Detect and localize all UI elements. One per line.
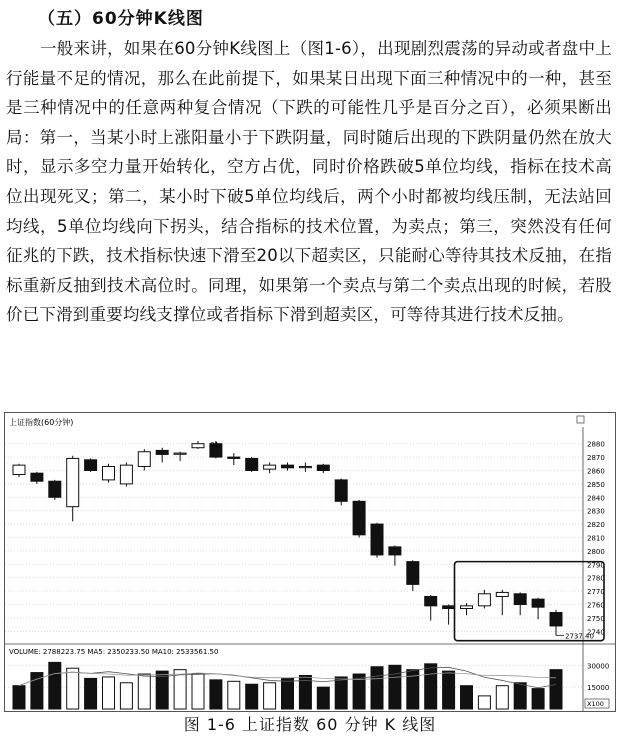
price-tick-label: 2810 (587, 534, 605, 543)
candle-down (31, 473, 43, 481)
volume-bar-down (49, 662, 61, 709)
volume-bar-up (103, 677, 115, 709)
high-marker: 01 (210, 441, 219, 450)
candle-up (496, 592, 508, 596)
candle-down (335, 480, 347, 501)
volume-bar-up (138, 674, 150, 709)
volume-bar-down (550, 670, 562, 709)
price-tick-label: 2770 (587, 588, 605, 597)
candle-up (299, 466, 311, 467)
candle-down (353, 501, 365, 535)
volume-bar-down (317, 687, 329, 709)
candle-up (461, 606, 473, 609)
volume-bar-up (496, 686, 508, 709)
volume-bar-down (371, 667, 383, 709)
kline-chart (4, 412, 616, 712)
candle-down (407, 562, 419, 585)
volume-tick-label: 30000 (587, 662, 610, 671)
volume-bar-down (13, 686, 25, 709)
price-tick-label: 2750 (587, 614, 605, 623)
price-tick-label: 2850 (587, 480, 605, 489)
volume-bar-up (478, 696, 490, 709)
volume-bar-down (246, 684, 258, 709)
volume-bar-up (120, 683, 132, 709)
candle-down (443, 606, 455, 609)
candle-up (478, 594, 490, 606)
volume-bar-down (389, 665, 401, 709)
candle-down (532, 599, 544, 607)
price-tick-label: 2830 (587, 507, 605, 516)
volume-bar-down (443, 671, 455, 709)
chart-title: 上证指数(60分钟) (9, 418, 74, 427)
volume-bar-down (335, 677, 347, 709)
candle-up (67, 458, 79, 506)
price-tick-label: 2780 (587, 574, 605, 583)
volume-bar-up (67, 668, 79, 709)
volume-bar-down (85, 678, 97, 709)
volume-bar-down (514, 683, 526, 709)
volume-bar-up (264, 683, 276, 709)
volume-bar-down (425, 664, 437, 709)
candle-down (371, 524, 383, 555)
candle-down (246, 458, 258, 470)
candle-up (103, 466, 115, 479)
candle-down (425, 596, 437, 605)
volume-bar-down (461, 686, 473, 709)
price-tick-label: 2790 (587, 561, 605, 570)
price-tick-label: 2870 (587, 454, 605, 463)
candle-down (49, 481, 61, 497)
low-marker: 2737.40 (565, 632, 594, 641)
price-tick-label: 2840 (587, 494, 605, 503)
candle-down (156, 450, 168, 454)
price-tick-label: 2760 (587, 601, 605, 610)
kline-chart-svg (5, 413, 615, 711)
price-tick-label: 2860 (587, 467, 605, 476)
volume-bar-down (210, 680, 222, 709)
price-tick-label: 2740 (587, 628, 605, 637)
volume-bar-up (228, 681, 240, 709)
figure-caption: 图 1-6 上证指数 60 分钟 K 线图 (183, 715, 437, 734)
price-tick-label: 2800 (587, 547, 605, 556)
candle-down (85, 460, 97, 471)
candle-up (174, 453, 186, 454)
candle-up (138, 452, 150, 467)
volume-bar-up (192, 674, 204, 709)
price-tick-label: 2880 (587, 440, 605, 449)
candle-up (120, 465, 132, 484)
candle-down (282, 465, 294, 468)
checkbox-icon[interactable] (577, 416, 584, 423)
candle-down (514, 594, 526, 605)
candle-down (228, 457, 240, 458)
candle-up (13, 465, 25, 474)
section-heading: （五）60分钟K线图 (38, 9, 204, 29)
candle-up (264, 465, 276, 469)
volume-bar-down (532, 689, 544, 709)
candle-down (389, 547, 401, 555)
volume-bar-down (282, 678, 294, 709)
candle-down (550, 613, 562, 626)
highlight-box (455, 562, 605, 641)
body-paragraph: 一般来讲，如果在60分钟K线图上（图1-6），出现剧烈震荡的异动或者盘中上行能量不足的情况，那么在此前提下，如果某日出现下面三种情况中的一种，甚至是三种情况中的任意两种复合情况（下跌的可能性几乎是百分之百），必须果断出局：第一，当某小时上涨阳量小于下跌阴量，同时随后出现的下跌阴量仍然在放大时，显示多空力量开始转化，空方占优，同时价格跌破5单位均线，指标在技术高位出现死叉；第二，某小时下破5单位均线后，两个小时都被均线压制，无法站回均线，5单位均线向下拐头，结合指标的技术位置，为卖点；第三，突然没有任何征兆的下跌，技术指标快速下滑至20以下超卖区，只能耐心等待其技术反抽，在指标重新反抽到技术高位时。同理，如果第一个卖点与第二个卖点出现的时候，若股价已下滑到重要均线支撑位或者指标下滑到超卖区，可等待其进行技术反抽。 (6, 39, 612, 325)
volume-unit: X100 (587, 700, 604, 708)
price-tick-label: 2820 (587, 521, 605, 530)
candle-down (317, 465, 329, 470)
volume-tick-label: 15000 (587, 684, 610, 693)
candle-up (192, 444, 204, 448)
volume-label: VOLUME: 2788223.75 MA5: 2350233.50 MA10: 2533561.50 (9, 648, 219, 656)
